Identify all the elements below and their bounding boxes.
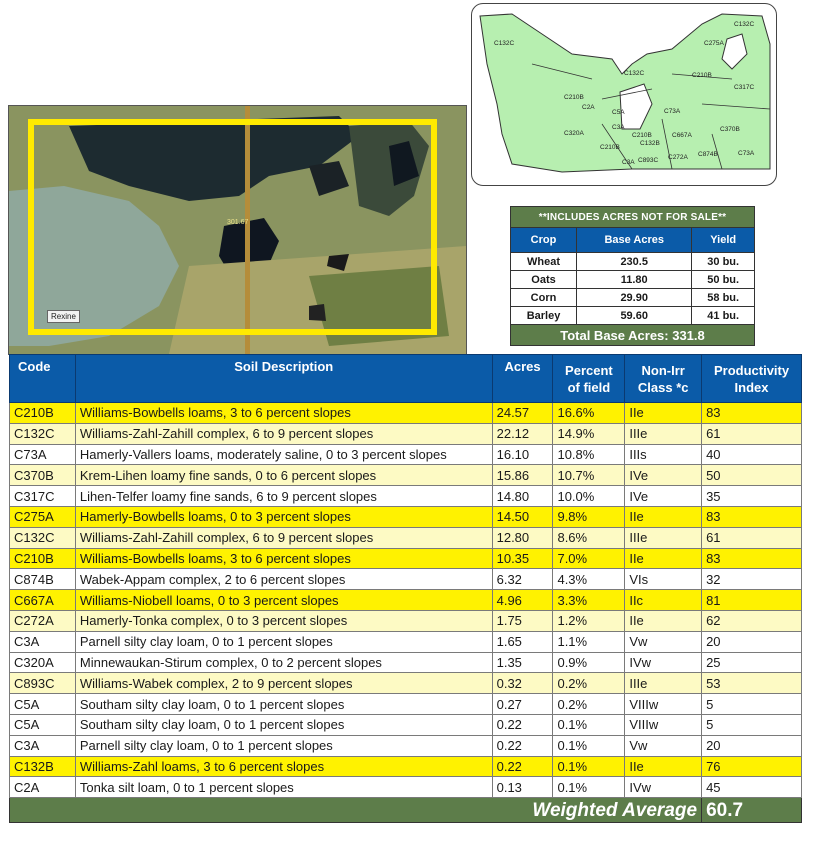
soil-cls-cell: VIIIw (625, 694, 702, 715)
acres-cell: 11.80 (577, 271, 692, 289)
weighted-average-value: 60.7 (702, 798, 802, 823)
soil-map-label: C3A (622, 159, 635, 166)
soil-map-label: C874B (698, 151, 718, 158)
soil-cls-cell: VIIIw (625, 714, 702, 735)
soil-prod-cell: 53 (702, 673, 802, 694)
soil-desc-cell: Williams-Niobell loams, 0 to 3 percent slopes (75, 590, 492, 611)
soil-acres-cell: 1.75 (492, 610, 553, 631)
soil-desc-cell: Lihen-Telfer loamy fine sands, 6 to 9 percent slopes (75, 486, 492, 507)
soil-cls-cell: IIe (625, 506, 702, 527)
soil-desc-cell: Williams-Bowbells loams, 3 to 6 percent slopes (75, 548, 492, 569)
soil-desc-cell: Williams-Zahl loams, 3 to 6 percent slopes (75, 756, 492, 777)
soil-desc-cell: Krem-Lihen loamy fine sands, 0 to 6 percent slopes (75, 465, 492, 486)
table-row (10, 590, 802, 611)
table-row (10, 423, 802, 444)
soil-description-header: Soil Description (75, 355, 492, 403)
soil-code-cell: C132B (10, 756, 76, 777)
soil-acres-cell: 1.65 (492, 631, 553, 652)
soil-pct-cell: 0.9% (553, 652, 625, 673)
base-acres-banner: **INCLUDES ACRES NOT FOR SALE** (511, 207, 755, 228)
productivity-header-line2: Index (734, 379, 769, 395)
acres-cell: 230.5 (577, 253, 692, 271)
productivity-header (702, 355, 802, 403)
soil-pct-cell: 0.2% (553, 694, 625, 715)
soil-prod-cell: 32 (702, 569, 802, 590)
soil-desc-cell: Wabek-Appam complex, 2 to 6 percent slopes (75, 569, 492, 590)
yield-header: Yield (692, 228, 755, 253)
soil-cls-cell: IVw (625, 652, 702, 673)
percent-header (553, 355, 625, 403)
soil-pct-cell: 4.3% (553, 569, 625, 590)
soil-prod-cell: 50 (702, 465, 802, 486)
soil-code-cell: C3A (10, 631, 76, 652)
class-header-line2: Class *c (637, 379, 689, 395)
soil-map-label: C272A (668, 154, 688, 161)
soil-acres-cell: 16.10 (492, 444, 553, 465)
soil-pct-cell: 0.1% (553, 735, 625, 756)
soil-acres-cell: 10.35 (492, 548, 553, 569)
soil-pct-cell: 1.2% (553, 610, 625, 631)
soil-desc-cell: Williams-Zahl-Zahill complex, 6 to 9 percent slopes (75, 527, 492, 548)
soil-acres-cell: 15.86 (492, 465, 553, 486)
crop-cell: Wheat (511, 253, 577, 271)
soil-pct-cell: 10.0% (553, 486, 625, 507)
soil-map-label: C210B (692, 72, 712, 79)
soil-cls-cell: VIs (625, 569, 702, 590)
soil-map-label: C132C (494, 40, 515, 47)
soil-acres-cell: 4.96 (492, 590, 553, 611)
soil-desc-cell: Williams-Bowbells loams, 3 to 6 percent slopes (75, 403, 492, 424)
soil-map-label: C317C (734, 84, 755, 91)
soil-acres-cell: 0.13 (492, 777, 553, 798)
soil-acres-cell: 0.27 (492, 694, 553, 715)
soil-code-cell: C132C (10, 423, 76, 444)
soil-prod-cell: 35 (702, 486, 802, 507)
soil-cls-cell: Vw (625, 735, 702, 756)
soil-code-cell: C874B (10, 569, 76, 590)
soil-cls-cell: IIIe (625, 673, 702, 694)
soil-cls-cell: IIe (625, 610, 702, 631)
soil-prod-cell: 76 (702, 756, 802, 777)
class-header-line1: Non-Irr (641, 362, 685, 378)
soil-map-label: C73A (738, 150, 755, 157)
soil-pct-cell: 0.2% (553, 673, 625, 694)
soil-map-label: C210B (564, 94, 584, 101)
soil-code-cell: C5A (10, 694, 76, 715)
soil-map-label: C370B (720, 126, 740, 133)
soil-prod-cell: 45 (702, 777, 802, 798)
soil-code-cell: C272A (10, 610, 76, 631)
soil-pct-cell: 7.0% (553, 548, 625, 569)
weighted-average-label: Weighted Average (10, 798, 702, 823)
soil-map-label: C275A (704, 40, 724, 47)
soil-map-label: C5A (612, 109, 625, 116)
soil-map-label: C132B (640, 140, 660, 147)
soil-pct-cell: 9.8% (553, 506, 625, 527)
soil-cls-cell: IIe (625, 403, 702, 424)
soil-code-cell: C2A (10, 777, 76, 798)
soil-desc-cell: Tonka silt loam, 0 to 1 percent slopes (75, 777, 492, 798)
table-row (10, 403, 802, 424)
soil-desc-cell: Southam silty clay loam, 0 to 1 percent slopes (75, 714, 492, 735)
soil-pct-cell: 3.3% (553, 590, 625, 611)
soil-code-cell: C3A (10, 735, 76, 756)
soil-prod-cell: 20 (702, 631, 802, 652)
soil-code-cell: C210B (10, 548, 76, 569)
soil-acres-cell: 0.22 (492, 735, 553, 756)
table-row (10, 506, 802, 527)
table-row (10, 777, 802, 798)
total-base-acres: Total Base Acres: 331.8 (511, 325, 755, 346)
soil-acres-cell: 12.80 (492, 527, 553, 548)
soil-map-label: C132C (734, 21, 755, 28)
soil-pct-cell: 0.1% (553, 777, 625, 798)
soil-desc-cell: Hamerly-Tonka complex, 0 to 3 percent slopes (75, 610, 492, 631)
soil-map-label: C893C (638, 157, 659, 164)
soil-code-cell: C132C (10, 527, 76, 548)
soil-map-label: C132C (624, 70, 645, 77)
soil-prod-cell: 83 (702, 403, 802, 424)
soil-acres-cell: 0.32 (492, 673, 553, 694)
soil-acres-cell: 1.35 (492, 652, 553, 673)
soil-code-cell: C5A (10, 714, 76, 735)
soil-prod-cell: 40 (702, 444, 802, 465)
soil-code-cell: C73A (10, 444, 76, 465)
soil-desc-cell: Southam silty clay loam, 0 to 1 percent slopes (75, 694, 492, 715)
soil-code-cell: C275A (10, 506, 76, 527)
soil-acres-cell: 14.80 (492, 486, 553, 507)
soil-cls-cell: IIe (625, 548, 702, 569)
soil-prod-cell: 83 (702, 548, 802, 569)
soil-acres-cell: 14.50 (492, 506, 553, 527)
table-row (10, 610, 802, 631)
soil-prod-cell: 25 (702, 652, 802, 673)
table-row (10, 444, 802, 465)
soil-desc-cell: Hamerly-Vallers loams, moderately saline, 0 to 3 percent slopes (75, 444, 492, 465)
table-row (10, 735, 802, 756)
soil-code-cell: C210B (10, 403, 76, 424)
table-row (10, 465, 802, 486)
soil-prod-cell: 61 (702, 423, 802, 444)
crop-header: Crop (511, 228, 577, 253)
table-row (10, 673, 802, 694)
soil-map-label: C667A (672, 132, 692, 139)
soil-pct-cell: 16.6% (553, 403, 625, 424)
soil-cls-cell: IIe (625, 756, 702, 777)
soil-cls-cell: IVw (625, 777, 702, 798)
soil-prod-cell: 83 (702, 506, 802, 527)
soil-code-cell: C320A (10, 652, 76, 673)
soil-desc-cell: Minnewaukan-Stirum complex, 0 to 2 percent slopes (75, 652, 492, 673)
soil-pct-cell: 8.6% (553, 527, 625, 548)
base-acres-table (510, 206, 755, 346)
soil-desc-cell: Williams-Wabek complex, 2 to 9 percent slopes (75, 673, 492, 694)
soil-cls-cell: IIIs (625, 444, 702, 465)
soil-desc-cell: Parnell silty clay loam, 0 to 1 percent slopes (75, 735, 492, 756)
soil-code-cell: C370B (10, 465, 76, 486)
soil-map-label: C210B (632, 132, 652, 139)
soil-code-cell: C667A (10, 590, 76, 611)
table-row (10, 548, 802, 569)
acres-header: Acres (492, 355, 553, 403)
acres-cell: 59.60 (577, 307, 692, 325)
table-row (10, 694, 802, 715)
table-row (10, 756, 802, 777)
acres-cell: 29.90 (577, 289, 692, 307)
aerial-photo (8, 105, 467, 355)
crop-cell: Corn (511, 289, 577, 307)
soil-code-cell: C317C (10, 486, 76, 507)
table-row (10, 652, 802, 673)
table-row (10, 486, 802, 507)
acre-label: 301.67 (227, 219, 249, 226)
soil-cls-cell: IVe (625, 486, 702, 507)
soil-cls-cell: IIIe (625, 527, 702, 548)
table-row (10, 631, 802, 652)
code-header: Code (10, 355, 76, 403)
soil-cls-cell: Vw (625, 631, 702, 652)
yield-cell: 41 bu. (692, 307, 755, 325)
place-label: Rexine (47, 310, 80, 323)
soil-acres-cell: 0.22 (492, 714, 553, 735)
soil-map-label: C3A (612, 124, 625, 131)
crop-cell: Oats (511, 271, 577, 289)
soil-cls-cell: IVe (625, 465, 702, 486)
soil-map (471, 3, 777, 186)
soil-pct-cell: 10.8% (553, 444, 625, 465)
soil-prod-cell: 61 (702, 527, 802, 548)
soil-cls-cell: IIc (625, 590, 702, 611)
soil-acres-cell: 22.12 (492, 423, 553, 444)
soil-desc-cell: Parnell silty clay loam, 0 to 1 percent slopes (75, 631, 492, 652)
productivity-header-line1: Productivity (713, 362, 790, 378)
base-acres-header: Base Acres (577, 228, 692, 253)
soil-map-label: C320A (564, 130, 584, 137)
yield-cell: 30 bu. (692, 253, 755, 271)
percent-header-line2: of field (567, 379, 611, 395)
class-header (625, 355, 702, 403)
soil-pct-cell: 0.1% (553, 714, 625, 735)
soil-acres-cell: 24.57 (492, 403, 553, 424)
yield-cell: 58 bu. (692, 289, 755, 307)
soil-acres-cell: 6.32 (492, 569, 553, 590)
table-row (10, 714, 802, 735)
soil-cls-cell: IIIe (625, 423, 702, 444)
soil-desc-cell: Williams-Zahl-Zahill complex, 6 to 9 percent slopes (75, 423, 492, 444)
soil-map-label: C73A (664, 108, 681, 115)
soil-desc-cell: Hamerly-Bowbells loams, 0 to 3 percent slopes (75, 506, 492, 527)
soil-prod-cell: 62 (702, 610, 802, 631)
soil-prod-cell: 81 (702, 590, 802, 611)
soil-map-image (472, 4, 776, 185)
soil-map-label: C2A (582, 104, 595, 111)
soil-code-cell: C893C (10, 673, 76, 694)
soil-pct-cell: 14.9% (553, 423, 625, 444)
soil-pct-cell: 0.1% (553, 756, 625, 777)
soil-prod-cell: 5 (702, 694, 802, 715)
soil-acres-cell: 0.22 (492, 756, 553, 777)
percent-header-line1: Percent (565, 362, 613, 378)
crop-cell: Barley (511, 307, 577, 325)
table-row (10, 569, 802, 590)
soil-prod-cell: 5 (702, 714, 802, 735)
soil-table (9, 354, 802, 823)
soil-pct-cell: 1.1% (553, 631, 625, 652)
soil-pct-cell: 10.7% (553, 465, 625, 486)
table-row (10, 527, 802, 548)
soil-prod-cell: 20 (702, 735, 802, 756)
soil-map-label: C210B (600, 144, 620, 151)
yield-cell: 50 bu. (692, 271, 755, 289)
